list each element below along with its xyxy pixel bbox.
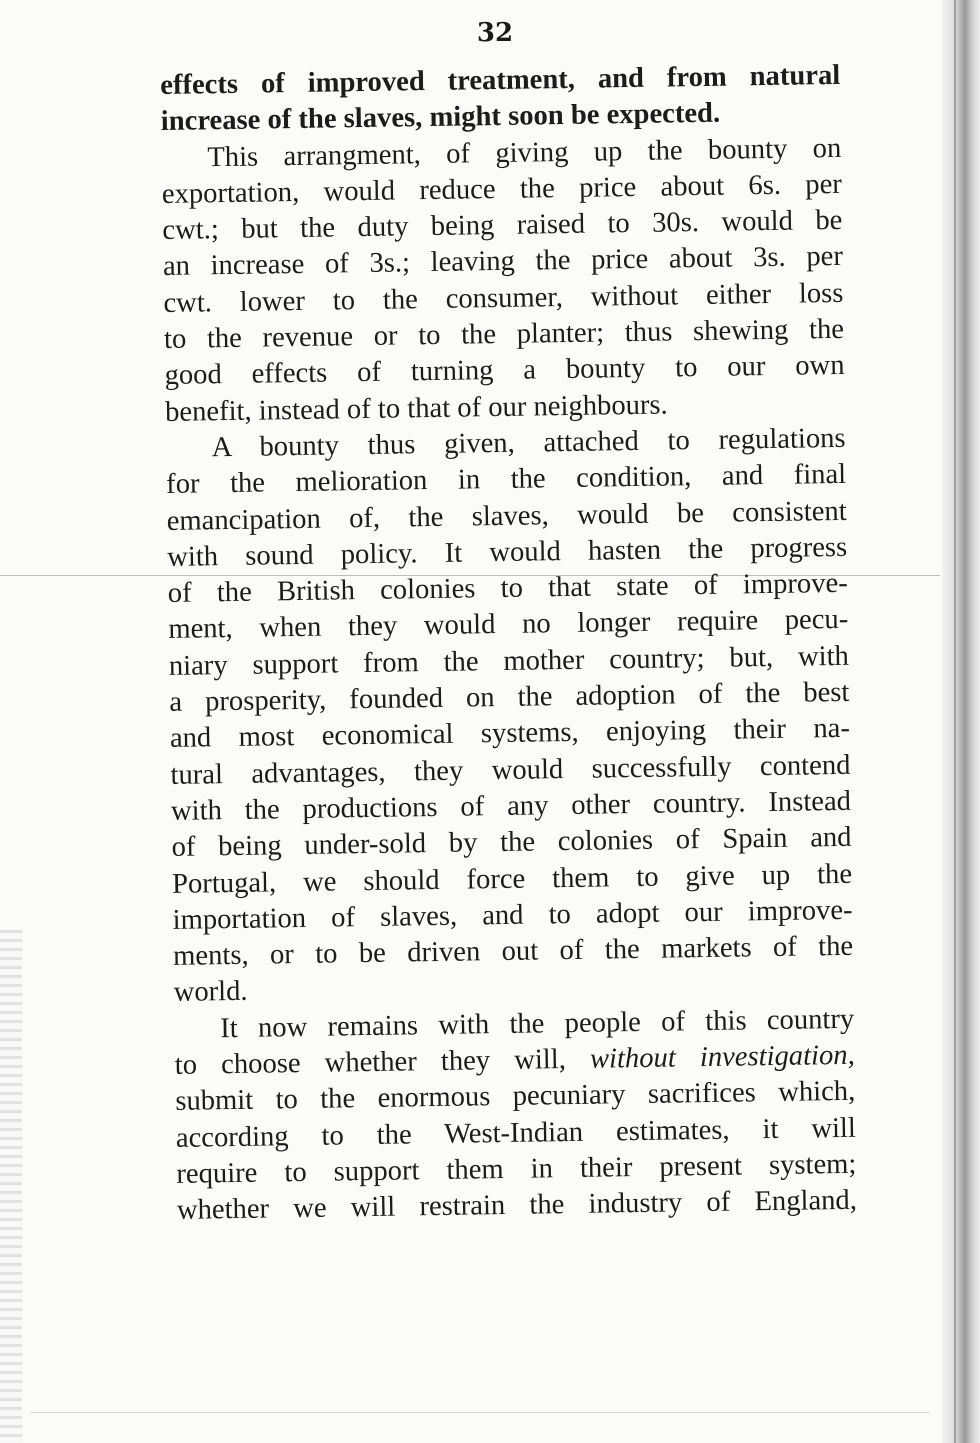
text-line: benefit, instead of to that of our neighbours. [164, 389, 668, 428]
italic-phrase: without investigation, [589, 1039, 855, 1075]
scan-edge-marks [0, 930, 22, 1443]
binding-shadow-line [954, 0, 956, 1443]
text-line: world. [173, 976, 248, 1009]
text-line: and most economical systems, enjoying their na- [169, 713, 851, 755]
text-line: importation of slaves, and to adopt our improve- [172, 894, 853, 936]
text-line: for the melioration in the condition, and final [165, 459, 847, 501]
text-line: of the British colonies to that state of improve- [167, 568, 848, 610]
text-line: a prosperity, founded on the adoption of the best [169, 676, 850, 718]
paragraph-3 [165, 421, 854, 1012]
text-line: submit to the enormous pecuniary sacrifices which, [175, 1076, 856, 1118]
text-line: with the productions of any other country. Instead [170, 785, 852, 827]
text-line: with sound policy. It would hasten the progress [167, 531, 848, 573]
text-segment: to choose whether they will, [174, 1043, 591, 1081]
text-line: tural advantages, they would successfully contend [170, 749, 851, 791]
text-line: good effects of turning a bounty to our own [164, 350, 845, 392]
text-line: ment, when they would no longer require pecu- [168, 604, 849, 646]
paragraph-2 [161, 130, 845, 430]
text-line: an increase of 3s.; leaving the price about 3s. per [162, 241, 844, 283]
bottom-scan-line [30, 1412, 930, 1413]
text-line: niary support from the mother country; but, with [168, 640, 850, 682]
text-line: This arrangment, of giving up the bounty on [207, 132, 842, 173]
binding-edge [942, 0, 980, 1443]
paragraph-4 [174, 1002, 857, 1230]
text-line: according to the West-Indian estimates, it will [175, 1112, 857, 1154]
text-line: Portugal, we should force them to give up the [171, 858, 853, 900]
text-line: ments, or to be driven out of the markets of the [172, 930, 854, 973]
text-line: It now remains with the people of this country [220, 1003, 855, 1044]
text-line: cwt. lower to the consumer, without either loss [163, 277, 844, 319]
text-line: emancipation of, the slaves, would be consistent [166, 495, 847, 537]
text-line: of being under-sold by the colonies of Spain and [171, 822, 852, 864]
page-number: 32 [476, 18, 514, 48]
text-line: increase of the slaves, might soon be expected. [160, 97, 721, 138]
text-line: to the revenue or to the planter; thus shewing the [163, 313, 845, 356]
text-line: require to support them in their present system; [176, 1148, 857, 1190]
text-line: effects of improved treatment, and from natural [160, 59, 841, 101]
text-line: cwt.; but the duty being raised to 30s. would be [162, 205, 843, 247]
paragraph-1 [160, 58, 841, 141]
body-text [160, 58, 857, 1229]
text-line: A bounty thus given, attached to regulations [211, 422, 846, 464]
text-line: whether we will restrain the industry of England, [176, 1184, 858, 1227]
text-line: exportation, would reduce the price about 6s. per [161, 168, 843, 210]
